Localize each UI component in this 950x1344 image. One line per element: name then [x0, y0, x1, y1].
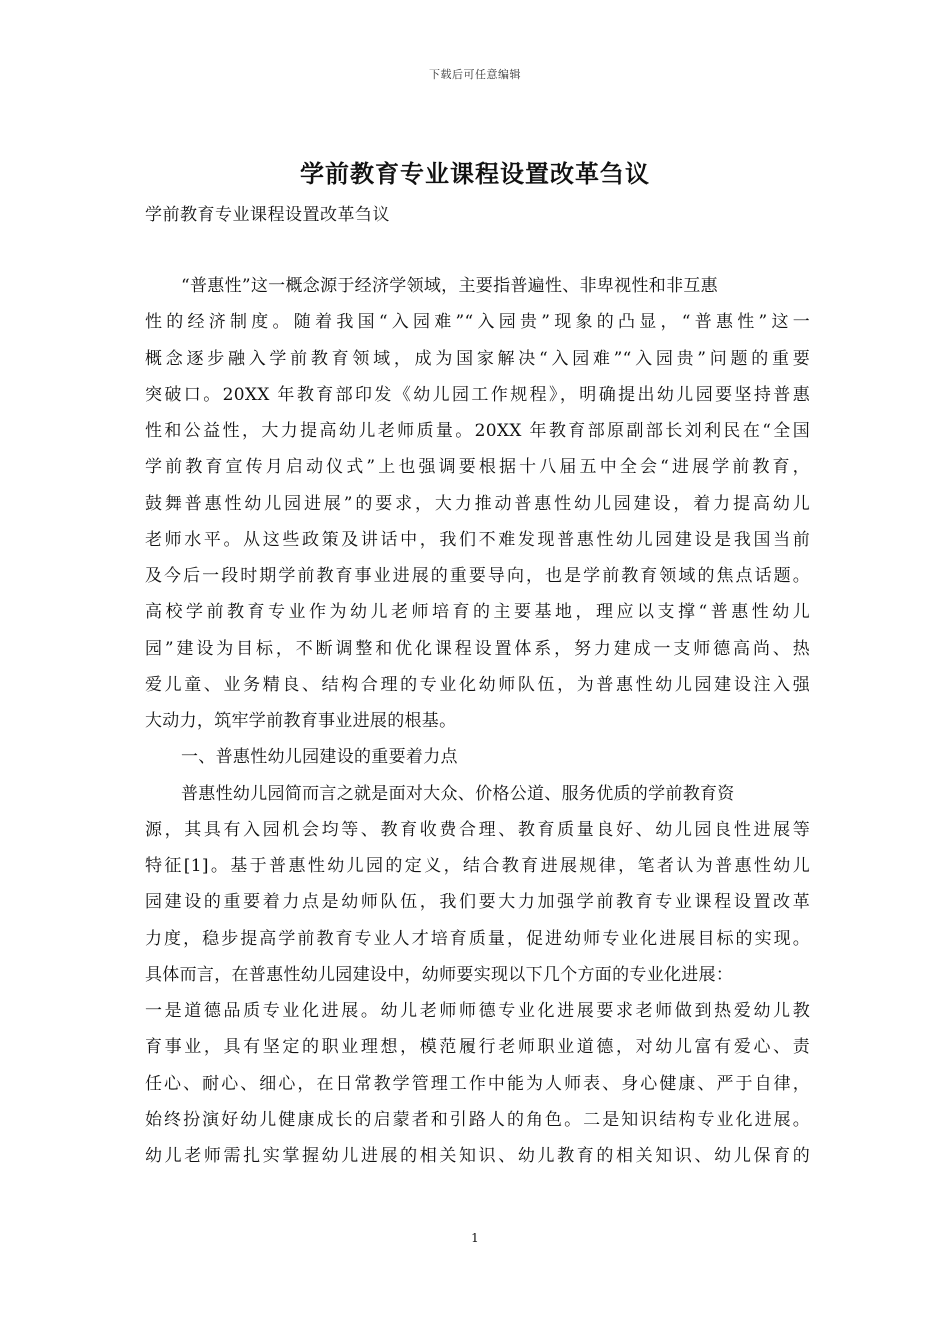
document-title: 学前教育专业课程设置改革刍议: [300, 159, 650, 188]
body-line: 爱儿童、业务精良、结构合理的专业化幼师队伍，为普惠性幼儿园建设注入强: [145, 674, 810, 695]
body-line: 一是道德品质专业化进展。幼儿老师师德专业化进展要求老师做到热爱幼儿教: [145, 1001, 810, 1021]
body-line: 园建设的重要着力点是幼师队伍，我们要大力加强学前教育专业课程设置改革: [145, 892, 810, 913]
body-line: 源，其具有入园机会均等、教育收费合理、教育质量良好、幼儿园良性进展等: [145, 819, 810, 840]
document-subtitle: 学前教育专业课程设置改革刍议: [145, 205, 390, 225]
document-body: [145, 268, 810, 1174]
body-line: 园”建设为目标，不断调整和优化课程设置体系，努力建成一支师德高尚、热: [145, 638, 810, 659]
body-line: 普惠性幼儿园简而言之就是面对大众、价格公道、服务优质的学前教育资: [181, 783, 735, 804]
body-line: 性和公益性，大力提高幼儿老师质量。20XX 年教育部原副部长刘利民在“全国: [145, 421, 810, 441]
body-line: 突破口。20XX 年教育部印发《幼儿园工作规程》，明确提出幼儿园要坚持普惠: [145, 384, 810, 405]
body-line: 大动力，筑牢学前教育事业进展的根基。: [145, 711, 457, 731]
body-line: 幼儿老师需扎实掌握幼儿进展的相关知识、幼儿教育的相关知识、幼儿保育的: [145, 1146, 810, 1166]
body-line: 育事业，具有坚定的职业理想，模范履行老师职业道德，对幼儿富有爱心、责: [145, 1037, 810, 1058]
body-line: 任心、耐心、细心，在日常教学管理工作中能为人师表、身心健康、严于自律，: [145, 1073, 810, 1094]
section-heading: 一、普惠性幼儿园建设的重要着力点: [181, 747, 458, 768]
body-line: 鼓舞普惠性幼儿园进展”的要求，大力推动普惠性幼儿园建设，着力提高幼儿: [145, 493, 810, 514]
body-line: 具体而言，在普惠性幼儿园建设中，幼师要实现以下几个方面的专业化进展：: [145, 964, 734, 985]
body-line: 老师水平。从这些政策及讲话中，我们不难发现普惠性幼儿园建设是我国当前: [145, 529, 810, 550]
body-line: 高校学前教育专业作为幼儿老师培育的主要基地，理应以支撑“普惠性幼儿: [145, 602, 810, 623]
body-line: 概念逐步融入学前教育领域，成为国家解决“入园难”“入园贵”问题的重要: [145, 348, 810, 369]
body-line: 性的经济制度。随着我国“入园难”“入园贵”现象的凸显，“普惠性”这一: [145, 312, 811, 333]
page-header-note: 下载后可任意编辑: [429, 68, 521, 81]
page-number: 1: [471, 1231, 479, 1245]
body-line: 始终扮演好幼儿健康成长的启蒙者和引路人的角色。二是知识结构专业化进展。: [145, 1109, 810, 1130]
body-line: 力度，稳步提高学前教育专业人才培育质量，促进幼师专业化进展目标的实现。: [145, 928, 810, 949]
body-line: 特征[1]。基于普惠性幼儿园的定义，结合教育进展规律，笔者认为普惠性幼儿: [145, 856, 810, 876]
body-line: 学前教育宣传月启动仪式”上也强调要根据十八届五中全会“进展学前教育，: [145, 457, 810, 478]
body-line: “普惠性”这一概念源于经济学领域，主要指普遍性、非卑视性和非互惠: [181, 276, 718, 296]
body-line: 及今后一段时期学前教育事业进展的重要导向，也是学前教育领域的焦点话题。: [145, 566, 810, 586]
